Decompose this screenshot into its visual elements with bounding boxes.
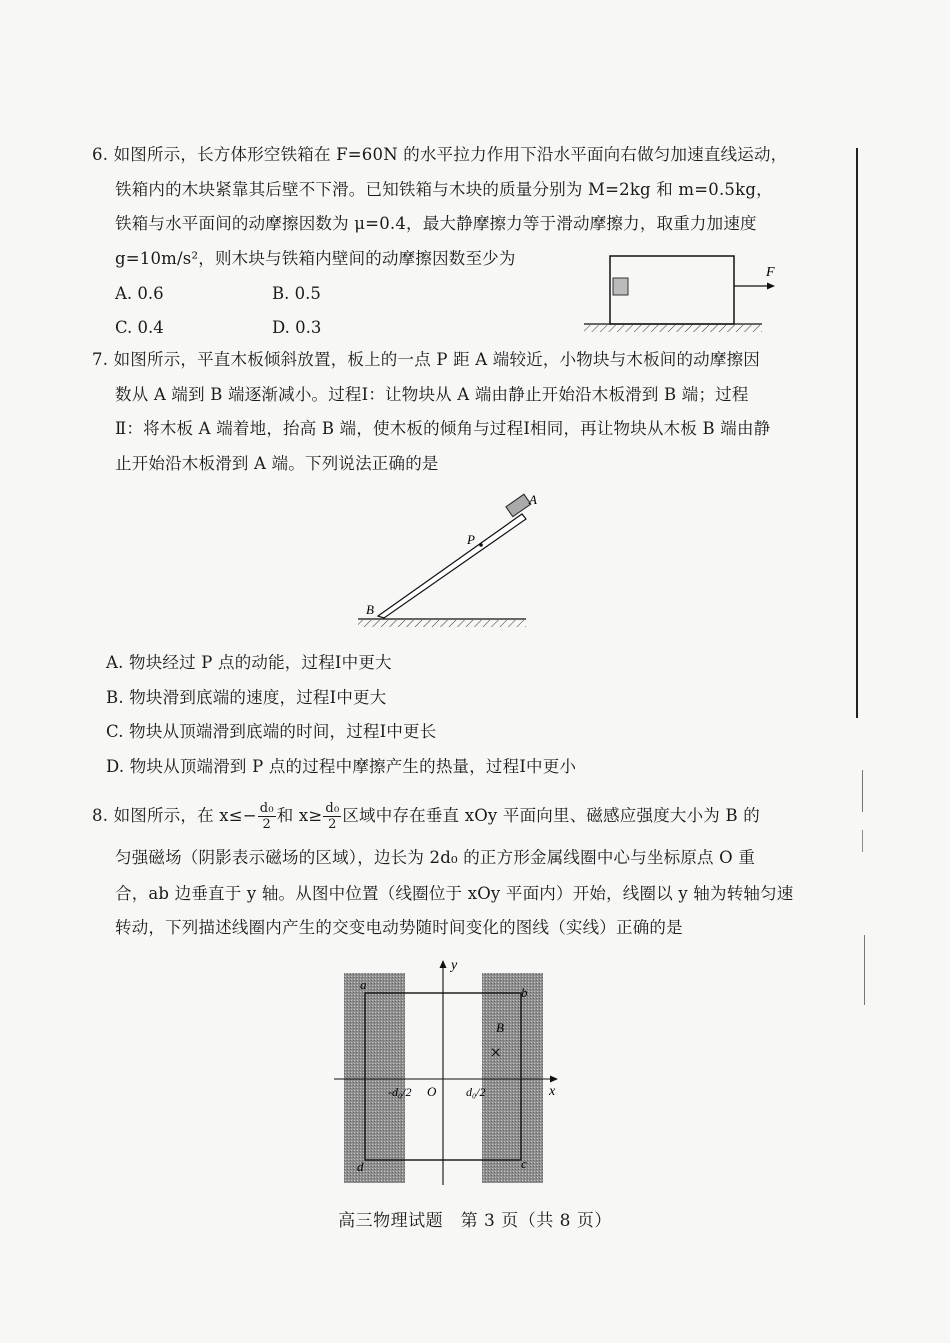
- magnetic-field-right: [482, 973, 543, 1183]
- label-x: x: [549, 1084, 556, 1099]
- scan-mark: [862, 830, 863, 852]
- fraction-neg: [258, 801, 276, 832]
- label-a: A: [529, 492, 537, 507]
- force-label: F: [766, 265, 775, 280]
- q7-line-2: 数从 A 端到 B 端逐渐减小。过程Ⅰ：让物块从 A 端由静止开始沿木板滑到 B 端；过程: [115, 385, 749, 404]
- label-c: c: [521, 1156, 527, 1171]
- iron-box: [610, 256, 734, 324]
- q8-line-2: 匀强磁场（阴影表示磁场的区域），边长为 2d₀ 的正方形金属线圈中心与坐标原点 O 重: [115, 848, 756, 867]
- q7-figure-incline: [350, 488, 540, 630]
- q7-line-4: 止开始沿木板滑到 A 端。下列说法正确的是: [115, 454, 439, 473]
- label-a: a: [360, 977, 367, 992]
- y-axis-arrow: [440, 960, 447, 968]
- wood-block: [613, 278, 628, 295]
- label-neg-half-d0: -d₀/2: [388, 1085, 412, 1099]
- label-d: d: [357, 1159, 364, 1174]
- point-p: [479, 543, 483, 547]
- ground-hatch: [584, 325, 762, 332]
- label-b: b: [521, 985, 528, 1000]
- q7-option-b: B. 物块滑到底端的速度，过程Ⅰ中更大: [106, 688, 387, 707]
- label-o: O: [427, 1084, 437, 1099]
- label-pos-half-d0: d₀/2: [466, 1085, 486, 1099]
- fraction-numerator: d₀: [325, 801, 340, 816]
- q6-line-2: 铁箱内的木块紧靠其后壁不下滑。已知铁箱与木块的质量分别为 M=2kg 和 m=0.5kg，: [115, 180, 773, 199]
- fraction-denominator: 2: [262, 817, 271, 832]
- label-field-b: B: [496, 1020, 504, 1035]
- q7-option-c: C. 物块从顶端滑到底端的时间，过程Ⅰ中更长: [106, 722, 437, 741]
- field-direction-cross-icon: ×: [490, 1042, 502, 1064]
- q6-line-3: 铁箱与水平面间的动摩擦因数为 μ=0.4，最大静摩擦力等于滑动摩擦力，取重力加速度: [115, 214, 757, 233]
- q8-line-1: [92, 800, 760, 832]
- scan-mark: [864, 935, 865, 1005]
- q6-option-d: D. 0.3: [272, 318, 322, 337]
- q8-figure-coil: [330, 955, 570, 1187]
- label-p: P: [467, 532, 475, 547]
- q8-line-1-part-b: 和 x≥: [276, 806, 323, 825]
- q8-line-4: 转动，下列描述线圈内产生的交变电动势随时间变化的图线（实线）正确的是: [115, 918, 683, 937]
- ground-hatch: [358, 620, 526, 627]
- force-arrow-head: [767, 283, 775, 290]
- label-y: y: [451, 958, 458, 973]
- q6-option-a: A. 0.6: [115, 284, 164, 303]
- q6-line-4: g=10m/s²，则木块与铁箱内壁间的动摩擦因数至少为: [115, 249, 516, 268]
- scan-edge-line: [856, 148, 858, 718]
- q7-option-d: D. 物块从顶端滑到 P 点的过程中摩擦产生的热量，过程Ⅰ中更小: [106, 757, 577, 776]
- q6-option-c: C. 0.4: [115, 318, 164, 337]
- q7-line-3: Ⅱ：将木板 A 端着地，抬高 B 端，使木板的倾角与过程Ⅰ相同，再让物块从木板 B 端由静: [115, 419, 771, 438]
- fraction-pos: [323, 801, 341, 832]
- q7-option-a: A. 物块经过 P 点的动能，过程Ⅰ中更大: [106, 653, 392, 672]
- x-axis-arrow: [550, 1076, 558, 1083]
- q8-line-3: 合，ab 边垂直于 y 轴。从图中位置（线圈位于 xOy 平面内）开始，线圈以 y 轴为转轴匀速: [115, 884, 794, 903]
- q6-figure-iron-box: [580, 250, 780, 342]
- wooden-board: [378, 514, 526, 618]
- scan-mark: [862, 770, 863, 812]
- magnetic-field-left: [344, 973, 405, 1183]
- page-footer: 高三物理试题 第 3 页（共 8 页）: [338, 1211, 612, 1231]
- q7-line-1: 7. 如图所示，平直木板倾斜放置，板上的一点 P 距 A 端较近，小物块与木板间的动摩擦因: [92, 350, 760, 369]
- small-block: [506, 494, 531, 516]
- fraction-numerator: d₀: [259, 801, 274, 816]
- q8-line-1-part-c: 区域中存在垂直 xOy 平面向里、磁感应强度大小为 B 的: [342, 806, 760, 825]
- q6-line-1: 6. 如图所示，长方体形空铁箱在 F=60N 的水平拉力作用下沿水平面向右做匀加速直线运动，: [92, 145, 788, 164]
- q8-line-1-part-a: 8. 如图所示，在 x≤−: [92, 806, 257, 825]
- label-b: B: [366, 602, 374, 617]
- fraction-denominator: 2: [328, 817, 337, 832]
- q6-option-b: B. 0.5: [272, 284, 321, 303]
